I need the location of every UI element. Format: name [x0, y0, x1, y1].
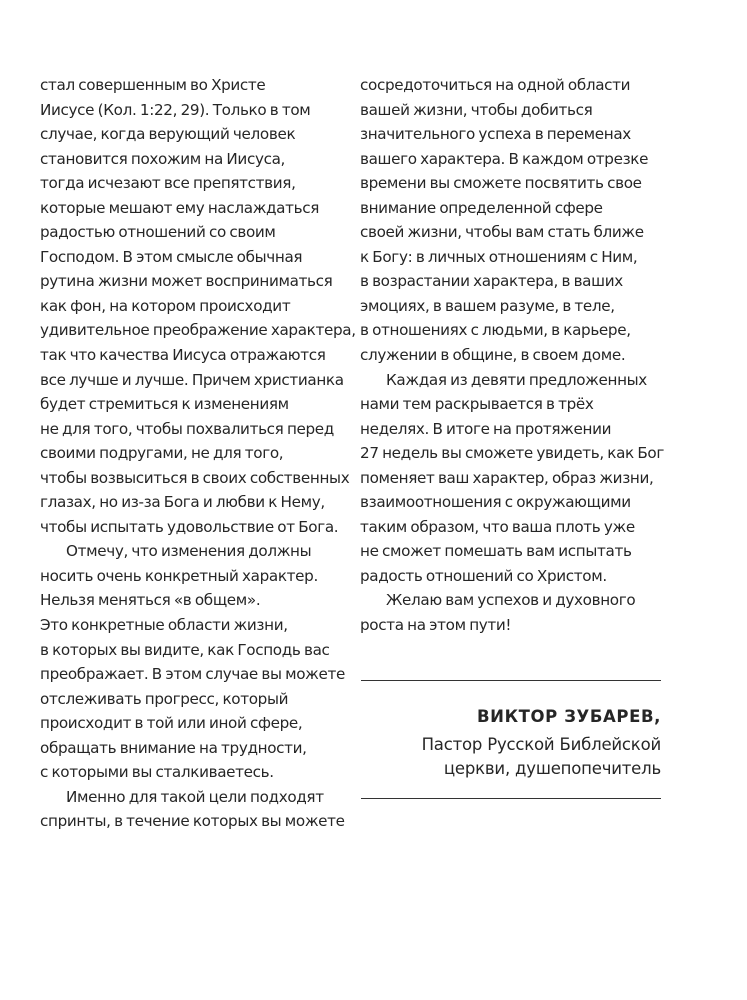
- text-line: как фон, на котором происходит: [40, 296, 291, 315]
- text-line: в отношениях с людьми, в карьере,: [360, 321, 631, 340]
- text-line: неделях. В итоге на протяжении: [360, 419, 612, 438]
- text-line: времени вы сможете посвятить свое: [360, 174, 642, 193]
- text-line: спринты, в течение которых вы можете: [40, 812, 345, 831]
- text-line: вашей жизни, чтобы добиться: [360, 100, 593, 119]
- text-line: к Богу: в личных отношениям с Ним,: [360, 247, 638, 266]
- text-line: будет стремиться к изменениям: [40, 395, 289, 414]
- text-line: удивительное преображение характера,: [40, 321, 356, 340]
- text-line: случае, когда верующий человек: [40, 125, 296, 144]
- text-line: не для того, чтобы похвалиться перед: [40, 419, 334, 438]
- text-line: роста на этом пути!: [360, 616, 512, 635]
- author-role: [422, 733, 661, 781]
- text-line: носить очень конкретный характер.: [40, 566, 318, 585]
- text-line: Господом. В этом смысле обычная: [40, 247, 303, 266]
- text-line: стал совершенным во Христе: [40, 76, 266, 94]
- text-line: радость отношений со Христом.: [360, 566, 607, 585]
- text-line: своими подругами, не для того,: [40, 444, 284, 463]
- text-line: отслеживать прогресс, который: [40, 689, 289, 708]
- left-column: [40, 73, 356, 834]
- text-line: радостью отношений со своим: [40, 223, 276, 242]
- text-line: не сможет помешать вам испытать: [360, 542, 632, 561]
- text-line: эмоциях, в вашем разуме, в теле,: [360, 296, 615, 315]
- text-line: Иисусе (Кол. 1:22, 29). Только в том: [40, 100, 311, 119]
- text-line: 27 недель вы сможете увидеть, как Бог: [360, 444, 664, 463]
- text-line: становится похожим на Иисуса,: [40, 149, 286, 168]
- text-line: в которых вы видите, как Господь вас: [40, 640, 330, 659]
- text-line: служении в общине, в своем доме.: [360, 346, 626, 365]
- text-line: глазах, но из-за Бога и любви к Нему,: [40, 493, 325, 512]
- paragraph-start-line: Отмечу, что изменения должны: [66, 542, 312, 561]
- text-line: тогда исчезают все препятствия,: [40, 174, 296, 193]
- signature-divider-top: [361, 680, 661, 681]
- text-line: с которыми вы сталкиваетесь.: [40, 763, 274, 782]
- text-line: в возрастании характера, в ваших: [360, 272, 623, 291]
- text-line: внимание определенной сфере: [360, 198, 603, 217]
- text-line: взаимоотношения с окружающими: [360, 493, 631, 512]
- text-line: обращать внимание на трудности,: [40, 738, 307, 757]
- text-line: вашего характера. В каждом отрезке: [360, 149, 649, 168]
- author-role-line: Пастор Русской Библейской: [421, 735, 661, 754]
- text-line: чтобы испытать удовольствие от Бога.: [40, 517, 339, 536]
- author-role-line: церкви, душепопечитель: [443, 759, 661, 778]
- paragraph-start-line: Именно для такой цели подходят: [66, 787, 324, 806]
- paragraph-start-line: Каждая из девяти предложенных: [386, 370, 647, 389]
- text-line: Это конкретные области жизни,: [40, 616, 288, 635]
- text-line: рутина жизни может восприниматься: [40, 272, 333, 291]
- text-line: преображает. В этом случае вы можете: [40, 665, 345, 684]
- text-line: которые мешают ему наслаждаться: [40, 198, 320, 217]
- text-line: чтобы возвыситься в своих собственных: [40, 468, 350, 487]
- text-line: таким образом, что ваша плоть уже: [360, 517, 635, 536]
- text-line: Нельзя меняться «в общем».: [40, 591, 261, 610]
- author-name: ВИКТОР ЗУБАРЕВ,: [477, 707, 661, 726]
- text-line: нами тем раскрывается в трёх: [360, 395, 594, 414]
- text-line: происходит в той или иной сфере,: [40, 714, 303, 733]
- signature-divider-bottom: [361, 798, 661, 799]
- text-line: все лучше и лучше. Причем христианка: [40, 370, 344, 389]
- text-line: поменяет ваш характер, образ жизни,: [360, 468, 654, 487]
- text-line: значительного успеха в переменах: [360, 125, 631, 144]
- text-line: своей жизни, чтобы вам стать ближе: [360, 223, 644, 242]
- paragraph-start-line: Желаю вам успехов и духовного: [386, 591, 636, 610]
- text-line: сосредоточиться на одной области: [360, 76, 631, 94]
- right-column: [360, 73, 670, 638]
- text-line: так что качества Иисуса отражаются: [40, 346, 326, 365]
